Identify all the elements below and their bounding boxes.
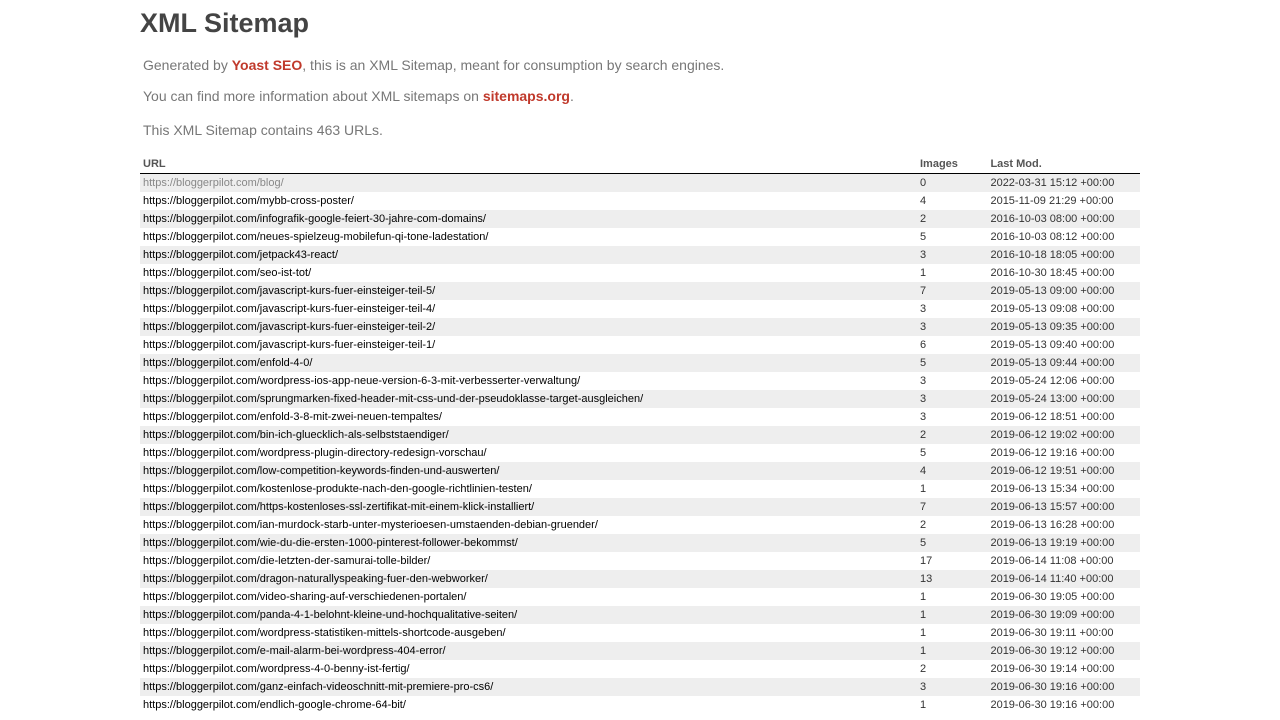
url-cell <box>140 192 917 210</box>
url-cell <box>140 516 917 534</box>
url-cell <box>140 444 917 462</box>
url-link[interactable]: https://bloggerpilot.com/enfold-3-8-mit-zwei-neuen-tempaltes/ <box>143 411 442 423</box>
last-modified: 2019-06-13 15:57 +00:00 <box>987 498 1140 516</box>
url-link[interactable]: https://bloggerpilot.com/javascript-kurs-fuer-einsteiger-teil-4/ <box>143 303 436 315</box>
last-modified: 2019-06-14 11:40 +00:00 <box>987 570 1140 588</box>
url-cell <box>140 300 917 318</box>
images-count: 2 <box>920 519 927 531</box>
table-row <box>140 624 1140 642</box>
url-link[interactable]: https://bloggerpilot.com/mybb-cross-poster/ <box>143 195 354 207</box>
images-count: 1 <box>920 483 927 495</box>
column-header-lastmod: Last Mod. <box>987 154 1140 174</box>
url-cell <box>140 678 917 696</box>
last-modified: 2019-06-14 11:08 +00:00 <box>990 555 1114 567</box>
table-row <box>140 426 1140 444</box>
table-row <box>140 372 1140 390</box>
last-modified: 2019-05-13 09:40 +00:00 <box>990 339 1115 351</box>
images-count: 4 <box>917 462 987 480</box>
last-modified: 2016-10-03 08:12 +00:00 <box>990 231 1115 243</box>
last-modified: 2019-05-13 09:44 +00:00 <box>987 354 1140 372</box>
url-cell <box>140 696 917 714</box>
url-link[interactable]: https://bloggerpilot.com/ian-murdock-starb-unter-mysterioesen-umstaenden-debian-gruender/ <box>143 519 598 531</box>
more-prefix: You can find more information about XML sitemaps on <box>143 88 483 104</box>
last-modified: 2019-06-12 19:02 +00:00 <box>987 426 1140 444</box>
url-link[interactable]: https://bloggerpilot.com/kostenlose-produkte-nach-den-google-richtlinien-testen/ <box>143 483 532 495</box>
url-link[interactable]: https://bloggerpilot.com/neues-spielzeug-mobilefun-qi-tone-ladestation/ <box>143 231 489 243</box>
images-count: 3 <box>920 303 927 315</box>
table-row <box>140 192 1140 210</box>
last-modified: 2019-05-13 09:08 +00:00 <box>990 303 1115 315</box>
last-modified: 2016-10-18 18:05 +00:00 <box>987 246 1140 264</box>
last-modified: 2022-03-31 15:12 +00:00 <box>987 174 1140 193</box>
intro-more-info <box>140 86 574 106</box>
sitemaps-org-link[interactable]: sitemaps.org <box>482 88 570 104</box>
images-count: 1 <box>920 699 927 711</box>
url-cell <box>140 534 917 552</box>
url-link[interactable]: https://bloggerpilot.com/wordpress-ios-app-neue-version-6-3-mit-verbesserter-verwaltung/ <box>143 375 581 387</box>
images-count: 2 <box>920 663 927 675</box>
url-cell <box>140 642 917 660</box>
table-row <box>140 264 1140 282</box>
images-count: 7 <box>917 498 987 516</box>
table-row <box>140 570 1140 588</box>
table-row <box>140 246 1140 264</box>
url-link[interactable]: https://bloggerpilot.com/seo-ist-tot/ <box>143 267 312 279</box>
url-link[interactable]: https://bloggerpilot.com/jetpack43-react/ <box>143 249 339 261</box>
table-row <box>140 210 1140 228</box>
generated-suffix: , this is an XML Sitemap, meant for consumption by search engines. <box>302 57 725 73</box>
url-link[interactable]: https://bloggerpilot.com/javascript-kurs-fuer-einsteiger-teil-5/ <box>143 285 436 297</box>
images-count: 3 <box>917 390 987 408</box>
last-modified: 2019-06-30 19:16 +00:00 <box>990 699 1115 711</box>
images-count: 1 <box>920 627 927 639</box>
last-modified: 2019-06-30 19:16 +00:00 <box>987 678 1140 696</box>
images-count: 0 <box>917 174 987 193</box>
table-row <box>140 318 1140 336</box>
url-link[interactable]: https://bloggerpilot.com/wie-du-die-ersten-1000-pinterest-follower-bekommst/ <box>143 537 518 549</box>
images-count: 17 <box>920 555 933 567</box>
url-cell <box>140 228 917 246</box>
last-modified: 2016-10-03 08:00 +00:00 <box>987 210 1140 228</box>
last-modified: 2019-06-30 19:11 +00:00 <box>990 627 1114 639</box>
table-row <box>140 174 1140 193</box>
url-cell <box>140 336 917 354</box>
last-modified: 2016-10-30 18:45 +00:00 <box>990 267 1115 279</box>
url-link[interactable]: https://bloggerpilot.com/ganz-einfach-videoschnitt-mit-premiere-pro-cs6/ <box>143 681 494 693</box>
table-row <box>140 516 1140 534</box>
url-link[interactable]: https://bloggerpilot.com/wordpress-statistiken-mittels-shortcode-ausgeben/ <box>143 627 506 639</box>
last-modified: 2019-05-13 09:35 +00:00 <box>987 318 1140 336</box>
images-count: 2 <box>917 210 987 228</box>
table-row <box>140 300 1140 318</box>
images-count: 1 <box>917 642 987 660</box>
generated-prefix: Generated by <box>143 57 232 73</box>
table-header-row <box>140 154 1140 174</box>
sitemap-table <box>140 154 1140 714</box>
sitemap-content <box>140 0 1140 711</box>
table-row <box>140 588 1140 606</box>
url-link[interactable]: https://bloggerpilot.com/die-letzten-der-samurai-tolle-bilder/ <box>143 555 431 567</box>
images-count: 3 <box>917 318 987 336</box>
images-count: 3 <box>920 411 927 423</box>
url-link[interactable]: https://bloggerpilot.com/low-competition-keywords-finden-und-auswerten/ <box>143 465 500 477</box>
table-row <box>140 606 1140 624</box>
last-modified: 2019-06-30 19:05 +00:00 <box>990 591 1115 603</box>
url-cell <box>140 570 917 588</box>
yoast-seo-link[interactable]: Yoast SEO <box>231 57 303 73</box>
last-modified: 2019-05-24 12:06 +00:00 <box>990 375 1115 387</box>
url-link[interactable]: https://bloggerpilot.com/javascript-kurs-fuer-einsteiger-teil-2/ <box>143 321 436 333</box>
url-cell <box>140 480 917 498</box>
table-row <box>140 660 1140 678</box>
url-cell <box>140 660 917 678</box>
url-cell <box>140 624 917 642</box>
images-count: 6 <box>920 339 927 351</box>
last-modified: 2019-05-24 13:00 +00:00 <box>987 390 1140 408</box>
images-count: 4 <box>920 195 927 207</box>
url-cell <box>140 282 917 300</box>
column-header-images: Images <box>917 154 987 174</box>
page-title: XML Sitemap <box>140 8 310 38</box>
table-row <box>140 408 1140 426</box>
last-modified: 2019-06-13 16:28 +00:00 <box>990 519 1115 531</box>
images-count: 7 <box>917 282 987 300</box>
column-header-url: URL <box>140 154 917 174</box>
url-link[interactable]: https://bloggerpilot.com/panda-4-1-belohnt-kleine-und-hochqualitative-seiten/ <box>143 609 518 621</box>
table-row <box>140 498 1140 516</box>
last-modified: 2019-06-13 15:34 +00:00 <box>990 483 1115 495</box>
url-cell <box>140 174 917 193</box>
table-row <box>140 336 1140 354</box>
table-row <box>140 480 1140 498</box>
url-link[interactable]: https://bloggerpilot.com/https-kostenloses-ssl-zertifikat-mit-einem-klick-installiert/ <box>143 501 535 513</box>
table-row <box>140 462 1140 480</box>
url-cell <box>140 354 917 372</box>
url-link[interactable]: https://bloggerpilot.com/wordpress-plugin-directory-redesign-vorschau/ <box>143 447 487 459</box>
table-row <box>140 282 1140 300</box>
images-count: 5 <box>917 354 987 372</box>
last-modified: 2019-05-13 09:00 +00:00 <box>987 282 1140 300</box>
url-link[interactable]: https://bloggerpilot.com/video-sharing-auf-verschiedenen-portalen/ <box>143 591 467 603</box>
url-cell <box>140 462 917 480</box>
images-count: 3 <box>920 375 927 387</box>
url-cell <box>140 498 917 516</box>
more-suffix: . <box>569 88 574 104</box>
url-link[interactable]: https://bloggerpilot.com/bin-ich-gluecklich-als-selbststaendiger/ <box>143 429 449 441</box>
url-cell <box>140 210 917 228</box>
url-cell <box>140 606 917 624</box>
url-link[interactable]: https://bloggerpilot.com/wordpress-4-0-benny-ist-fertig/ <box>143 663 410 675</box>
url-cell <box>140 372 917 390</box>
url-link[interactable]: https://bloggerpilot.com/enfold-4-0/ <box>143 357 313 369</box>
last-modified: 2019-06-12 18:51 +00:00 <box>990 411 1115 423</box>
url-link[interactable]: https://bloggerpilot.com/sprungmarken-fixed-header-mit-css-und-der-pseudoklasse-target-ausgleichen/ <box>143 393 644 405</box>
url-cell <box>140 264 917 282</box>
url-cell <box>140 552 917 570</box>
images-count: 3 <box>917 246 987 264</box>
url-cell <box>140 408 917 426</box>
images-count: 1 <box>920 267 927 279</box>
url-cell <box>140 390 917 408</box>
table-row <box>140 534 1140 552</box>
url-link[interactable]: https://bloggerpilot.com/e-mail-alarm-bei-wordpress-404-error/ <box>143 645 446 657</box>
images-count: 1 <box>917 606 987 624</box>
last-modified: 2015-11-09 21:29 +00:00 <box>990 195 1114 207</box>
url-link[interactable]: https://bloggerpilot.com/javascript-kurs-fuer-einsteiger-teil-1/ <box>143 339 436 351</box>
images-count: 5 <box>917 534 987 552</box>
images-count: 5 <box>920 231 927 243</box>
images-count: 2 <box>917 426 987 444</box>
images-count: 13 <box>917 570 987 588</box>
url-link[interactable]: https://bloggerpilot.com/infografik-google-feiert-30-jahre-com-domains/ <box>143 213 486 225</box>
url-cell <box>140 318 917 336</box>
last-modified: 2019-06-13 19:19 +00:00 <box>987 534 1140 552</box>
url-cell <box>140 588 917 606</box>
intro-generated <box>140 55 724 75</box>
url-cell <box>140 426 917 444</box>
sitemap-table-body <box>140 174 1140 715</box>
table-row <box>140 642 1140 660</box>
images-count: 1 <box>920 591 927 603</box>
table-row <box>140 228 1140 246</box>
last-modified: 2019-06-12 19:51 +00:00 <box>987 462 1140 480</box>
table-row <box>140 678 1140 696</box>
last-modified: 2019-06-30 19:14 +00:00 <box>990 663 1115 675</box>
url-link[interactable]: https://bloggerpilot.com/dragon-naturallyspeaking-fuer-den-webworker/ <box>143 573 488 585</box>
table-row <box>140 354 1140 372</box>
table-row <box>140 390 1140 408</box>
table-row <box>140 552 1140 570</box>
url-count-text: This XML Sitemap contains 463 URLs. <box>143 122 383 138</box>
table-row <box>140 696 1140 714</box>
last-modified: 2019-06-30 19:09 +00:00 <box>987 606 1140 624</box>
url-cell <box>140 246 917 264</box>
images-count: 3 <box>917 678 987 696</box>
url-link[interactable]: https://bloggerpilot.com/blog/ <box>143 177 284 189</box>
images-count: 5 <box>920 447 927 459</box>
last-modified: 2019-06-30 19:12 +00:00 <box>987 642 1140 660</box>
url-link[interactable]: https://bloggerpilot.com/endlich-google-chrome-64-bit/ <box>143 699 406 711</box>
table-row <box>140 444 1140 462</box>
last-modified: 2019-06-12 19:16 +00:00 <box>990 447 1115 459</box>
